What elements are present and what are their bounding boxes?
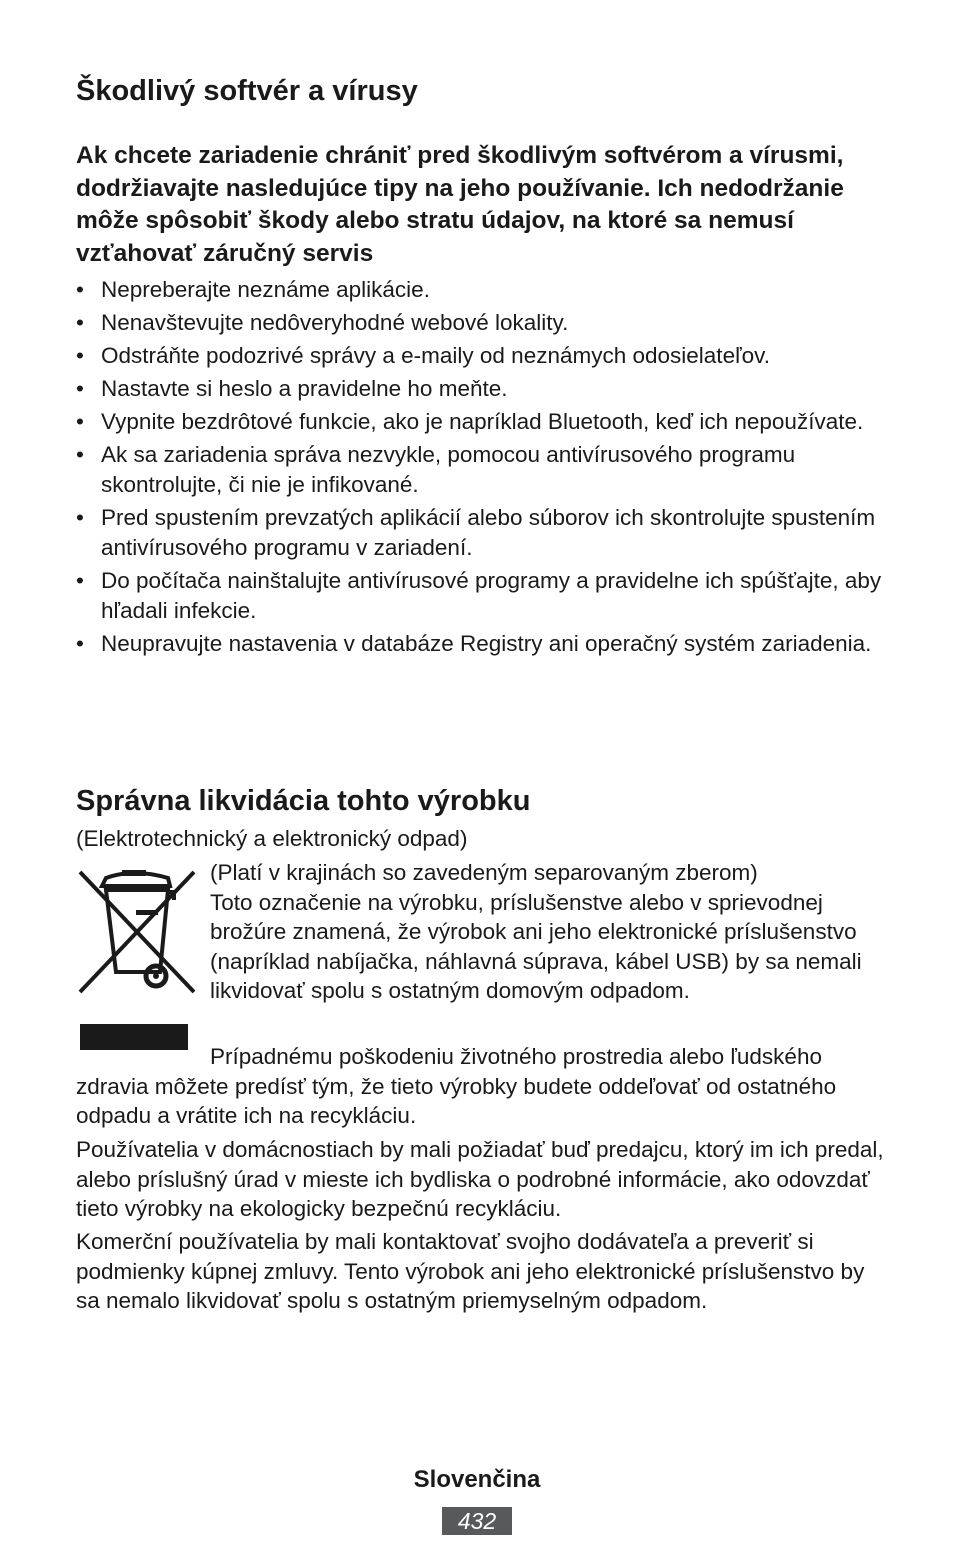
bullet-symbol: • xyxy=(76,376,84,401)
disposal-side-text xyxy=(210,858,886,1006)
disposal-subtitle: (Elektrotechnický a elektronický odpad) xyxy=(76,826,468,851)
section-title-disposal: Správna likvidácia tohto výrobku xyxy=(76,785,531,817)
list-item: • Nenavštevujte nedôveryhodné webové lokality. xyxy=(76,308,884,338)
disposal-paragraph-households: Používatelia v domácnostiach by mali požiadať buď predajcu, ktorý im ich predal, alebo príslušný úrad v mieste ich bydliska o podrobné informácie, ako odovzdať tieto výrobky na ekologicky bezpečnú recykláciu. xyxy=(76,1137,884,1222)
bullet-symbol: • xyxy=(76,409,84,434)
malware-tips-list xyxy=(76,275,884,662)
crossed-out-wheelie-bin-icon xyxy=(76,864,200,1056)
list-item: • Do počítača nainštalujte antivírusové programy a pravidelne ich spúšťajte, aby hľadali infekcie. xyxy=(76,568,882,623)
list-item: • Odstráňte podozrivé správy a e-maily od neznámych odosielateľov. xyxy=(76,341,884,371)
page-number: 432 xyxy=(442,1507,512,1535)
malware-intro: Ak chcete zariadenie chrániť pred škodlivým softvérom a vírusmi, dodržiavajte nasledujúce tipy na jeho používanie. Ich nedodržanie môže spôsobiť škody alebo stratu údajov, na ktoré sa nemusí vzťahovať záručný servis xyxy=(76,142,844,267)
list-item: • Vypnite bezdrôtové funkcie, ako je napríklad Bluetooth, keď ich nepoužívate. xyxy=(76,407,884,437)
list-item: • Neupravujte nastavenia v databáze Registry ani operačný systém zariadenia. xyxy=(76,629,884,659)
disposal-paragraph: Prípadnému poškodeniu životného prostredia alebo ľudského zdravia môžete predísť tým, že tieto výrobky budete oddeľovať od ostatného odpadu a vrátite ich na recykláciu. xyxy=(76,1044,837,1129)
bullet-symbol: • xyxy=(76,505,84,530)
bullet-symbol: • xyxy=(76,277,84,302)
disposal-mark-meaning: Toto označenie na výrobku, príslušenstve alebo v sprievodnej brožúre znamená, že výrobok ani jeho elektronické príslušenstvo (napríklad nabíjačka, náhlavná súprava, kábel USB) by sa nemali likvidovať spolu s ostatným domovým odpadom. xyxy=(210,889,862,1004)
list-item: • Nastavte si heslo a pravidelne ho meňte. xyxy=(76,374,884,404)
section-title-malware: Škodlivý softvér a vírusy xyxy=(76,75,418,107)
list-item: • Pred spustením prevzatých aplikácií alebo súborov ich skontrolujte spustením antivírusového programu v zariadení. xyxy=(76,505,876,560)
list-item: • Ak sa zariadenia správa nezvykle, pomocou antivírusového programu skontrolujte, či nie je infikované. xyxy=(76,442,796,497)
list-item: • Nepreberajte neznáme aplikácie. xyxy=(76,275,884,305)
disposal-scope: (Platí v krajinách so zavedeným separovaným zberom) xyxy=(210,860,758,885)
bullet-symbol: • xyxy=(76,343,84,368)
bullet-symbol: • xyxy=(76,568,84,593)
disposal-paragraph-business: Komerční používatelia by mali kontaktovať svojho dodávateľa a preveriť si podmienky kúpnej zmluvy. Tento výrobok ani jeho elektronické príslušenstvo by sa nemalo likvidovať spolu s ostatným priemyselným odpadom. xyxy=(76,1229,865,1314)
bullet-symbol: • xyxy=(76,310,84,335)
bullet-symbol: • xyxy=(76,631,84,656)
footer-language: Slovenčina xyxy=(413,1466,541,1493)
bullet-symbol: • xyxy=(76,442,84,467)
